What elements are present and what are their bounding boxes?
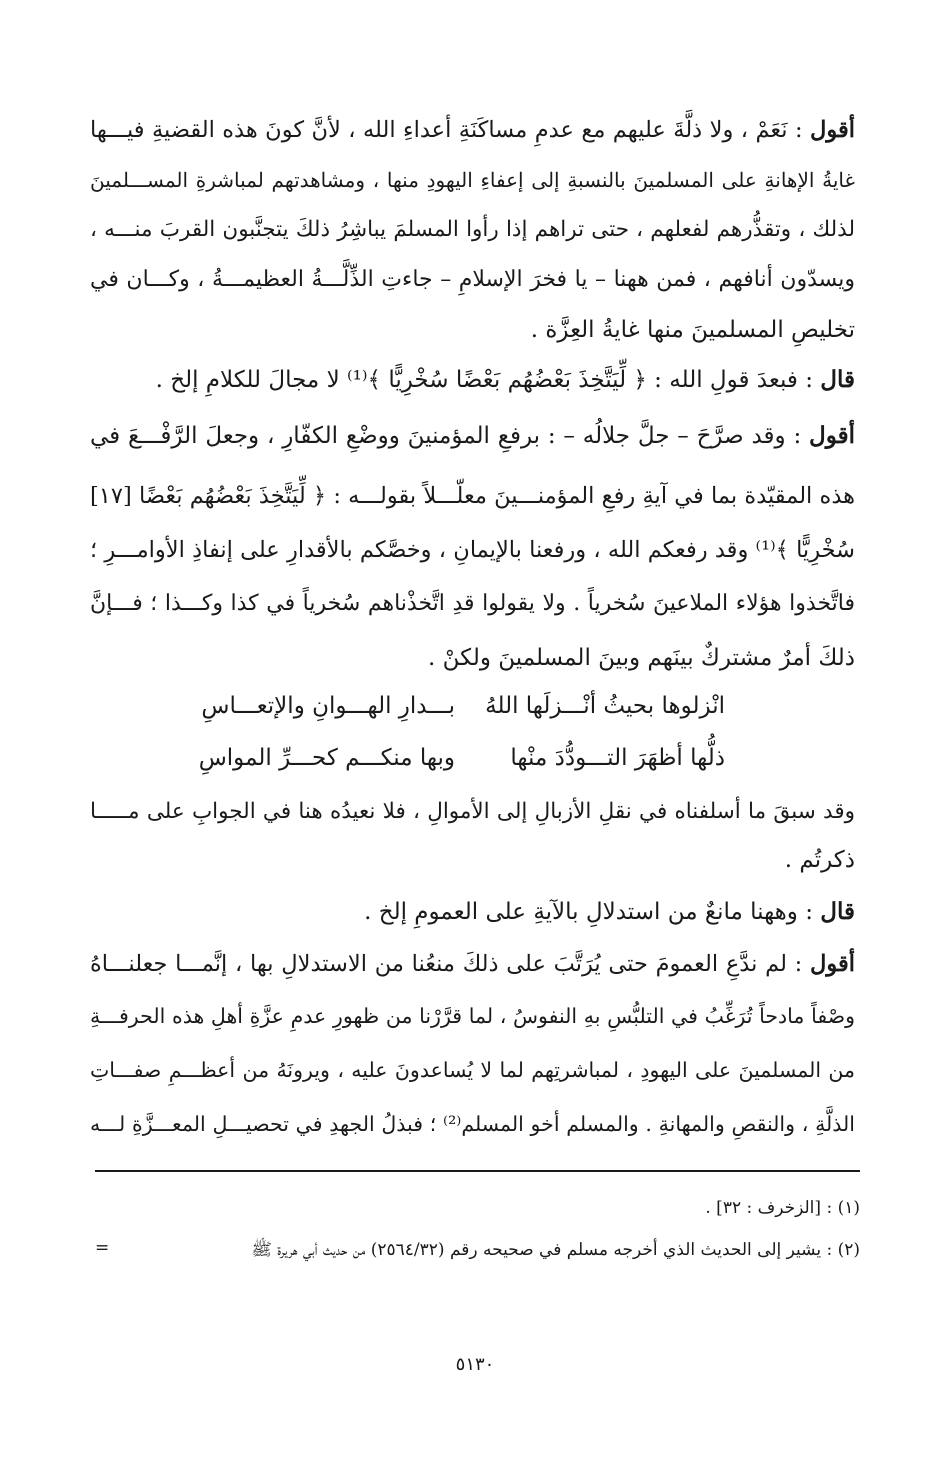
speaker-label: أقول	[810, 951, 855, 977]
speaker-label: أقول	[809, 422, 855, 449]
verse-2-right: ذلُّها أظهَرَ التـــودُّدَ منْها	[510, 745, 725, 771]
verse-1-right: انْزلوها بحيثُ أنْـــزلَها اللهُ	[485, 693, 725, 719]
p3-line-1	[90, 418, 855, 454]
p3-line-4: فاتَّخذوا هؤلاء الملاعينَ سُخرياً . ولا يقولوا قدِ اتَّخذْناهم سُخرياً في كذا وكـــذا ؛ فـــإنَّ	[90, 591, 855, 616]
p6-line-1	[90, 946, 855, 982]
p1-line-4: ويسدّون أنافهم ، فمن ههنا – يا فخرَ الإسلامِ – جاءتِ الذِّلَّـــةُ العظيمـــةُ ، وكـــان في	[90, 267, 855, 292]
footnote-continuation-mark: =	[95, 1238, 110, 1258]
p6-line-2: وصْفاً مادحاً تُرَغِّبُ في التلبُّسِ بهِ النفوسُ ، لما قرَّرْنا من ظهورِ عدمِ عزَّةِ أهلِ هذه الحرفـــةِ	[90, 1004, 855, 1028]
p6-text-1: : لم ندَّعِ العمومَ حتى يُرَتَّبَ على ذلكَ منعُنا من الاستدلالِ بها ، إنَّمـــا جعلنـــاهُ	[90, 951, 803, 977]
p1-line-1	[90, 112, 855, 148]
footnote-divider	[95, 1170, 860, 1172]
p2-text-1: : فبعدَ قولِ الله : ﴿ لِّيَتَّخِذَ بَعْضُهُم بَعْضًا سُخْرِيًّا ﴾⁽¹⁾ لا مجالَ للكلامِ إلخ .	[155, 367, 813, 393]
footnote-2: (٢) : يشير إلى الحديث الذي أخرجه مسلم في صحيحه رقم (٢٥٦٤/٣٢) من حديث أبي هريرة ﷺ	[251, 1240, 860, 1260]
p4-line-2: ذكرتُم .	[784, 847, 855, 873]
p3-text-1: : وقد صرَّحَ – جلَّ جلالُه – : برفعِ المؤمنينَ ووضْعِ الكفّارِ ، وجعلَ الرَّفْـــعَ في	[90, 423, 802, 449]
speaker-label: قال	[820, 366, 855, 393]
p5-line-1	[90, 894, 855, 930]
p3-line-5: ذلكَ أمرٌ مشتركٌ بينَهم وبينَ المسلمينَ ولكنْ .	[428, 645, 855, 671]
p5-text-1: : وههنا مانعٌ من استدلالِ بالآيةِ على العمومِ إلخ .	[364, 899, 813, 925]
p4-line-1: وقد سبقَ ما أسلفناه في نقلِ الأزبالِ إلى الأموالِ ، فلا نعيدُه هنا في الجوابِ على مـــــا	[90, 799, 855, 824]
speaker-label: أقول	[810, 117, 855, 143]
p6-line-4: الذلَّةِ ، والنقصِ والمهانةِ . والمسلم أخو المسلم⁽²⁾ ؛ فبذلُ الجهدِ في تحصيـــلِ المعـــزَّةِ لـــه	[90, 1112, 856, 1136]
footnote-1: (١) : [الزخرف : ٣٢] .	[705, 1198, 860, 1218]
p3-line-2: هذه المقيّدة بما في آيةِ رفعِ المؤمنـــينَ معلّـــلاً بقولـــه : ﴿ لِّيَتَّخِذَ بَعْضُهُم بَعْضًا [١٧]	[90, 483, 855, 509]
speaker-label: قال	[820, 898, 855, 925]
verse-2-left: وبها منكـــم كحـــرِّ المواسِ	[198, 745, 455, 771]
p1-line-5: تخليصِ المسلمينَ منها غايةُ العِزَّة .	[530, 317, 855, 343]
p2-line-1	[90, 362, 855, 398]
p1-line-3: لذلك ، وتقذُّرهم لفعلهم ، حتى تراهم إذا رأوا المسلمَ يباشِرُ ذلكَ يتجنَّبون القربَ منـــه ،	[90, 217, 855, 242]
page-number: ٥١٣٠	[455, 1354, 495, 1375]
p1-text-1: : نَعَمْ ، ولا ذلَّةَ عليهم مع عدمِ مساكَنَةِ أعداءِ الله ، لأنَّ كونَ هذه القضيةِ فيـــها	[90, 117, 803, 143]
verse-1-left: بـــدارِ الهـــوانِ والإتعـــاسِ	[201, 693, 455, 719]
p1-line-2: غايةُ الإهانةِ على المسلمينَ بالنسبةِ إلى إعفاءِ اليهودِ منها ، ومشاهدتهم لمباشرةِ المســـلمينَ	[90, 168, 855, 192]
p6-line-3: من المسلمينَ على اليهودِ ، لمباشرتِهم لما لا يُساعدونَ عليه ، ويرونَهُ من أعظـــمِ صفـــاتِ	[90, 1058, 855, 1082]
p3-line-3: سُخْرِيًّا ﴾⁽¹⁾ وقد رفعكم الله ، ورفعنا بالإيمانِ ، وخصَّكم بالأقدارِ على إنفاذِ الأوامـــرِ ؛	[90, 537, 855, 563]
